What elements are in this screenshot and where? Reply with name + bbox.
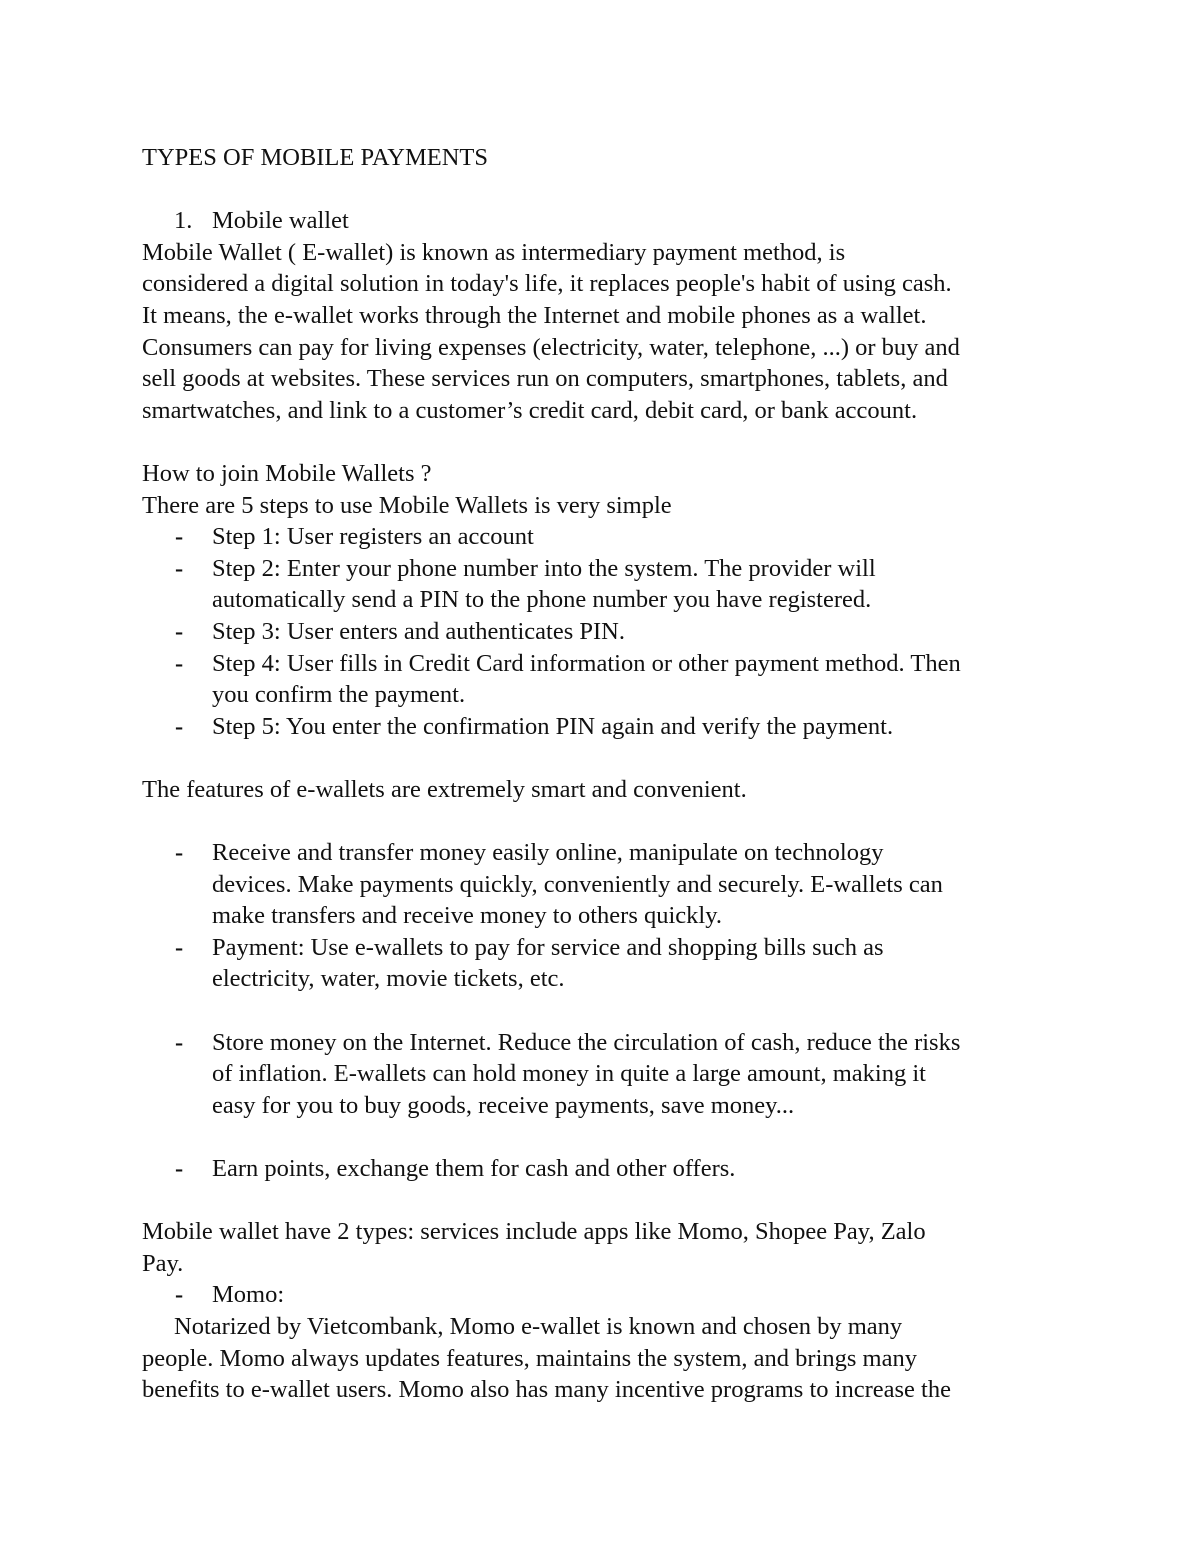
list-item-line: automatically send a PIN to the phone number you have registered. [212, 586, 872, 614]
list-item [142, 711, 1072, 743]
list-item [142, 1153, 1072, 1185]
paragraph-line: people. Momo always updates features, maintains the system, and brings many [142, 1344, 917, 1372]
momo-paragraph [142, 1311, 1072, 1406]
spacer [142, 805, 1072, 837]
paragraph-line: considered a digital solution in today's life, it replaces people's habit of using cash. [142, 270, 952, 298]
join-subheading: There are 5 steps to use Mobile Wallets is very simple [142, 491, 672, 519]
bullet-dash: - [175, 1281, 184, 1309]
document-body [142, 142, 1072, 1406]
spacer [142, 742, 1072, 774]
list-item-line: of inflation. E-wallets can hold money in quite a large amount, making it [212, 1060, 926, 1088]
list-item-line: you confirm the payment. [212, 681, 466, 709]
list-item [142, 616, 1072, 648]
list-item [142, 1027, 1072, 1122]
section-heading-mobile-wallet [142, 205, 1072, 237]
list-item-line: easy for you to buy goods, receive payments, save money... [212, 1091, 795, 1119]
list-item [142, 521, 1072, 553]
spacer [142, 1121, 1072, 1153]
list-item [142, 837, 1072, 932]
list-item [142, 553, 1072, 616]
momo-label: Momo: [212, 1281, 285, 1309]
spacer [142, 174, 1072, 206]
list-item-line: Step 4: User fills in Credit Card information or other payment method. Then [212, 649, 961, 677]
wallet-types-paragraph [142, 1216, 1072, 1279]
features-list [142, 837, 1072, 1185]
bullet-dash: - [175, 554, 184, 582]
bullet-dash: - [175, 649, 184, 677]
paragraph-line: smartwatches, and link to a customer’s credit card, debit card, or bank account. [142, 396, 918, 424]
paragraph-line: Pay. [142, 1249, 184, 1277]
paragraph-line: benefits to e-wallet users. Momo also has many incentive programs to increase the [142, 1376, 951, 1404]
spacer [142, 426, 1072, 458]
list-item-line: devices. Make payments quickly, conveniently and securely. E-wallets can [212, 870, 943, 898]
list-item-line: make transfers and receive money to others quickly. [212, 902, 723, 930]
paragraph-line: sell goods at websites. These services run on computers, smartphones, tablets, and [142, 365, 948, 393]
features-heading: The features of e-wallets are extremely smart and convenient. [142, 775, 747, 803]
bullet-dash: - [175, 1028, 184, 1056]
mobile-wallet-intro-paragraph [142, 237, 1072, 427]
join-heading: How to join Mobile Wallets ? [142, 459, 432, 487]
bullet-dash: - [175, 617, 184, 645]
list-item-line: Step 2: Enter your phone number into the system. The provider will [212, 554, 876, 582]
paragraph-line: Mobile Wallet ( E-wallet) is known as intermediary payment method, is [142, 238, 846, 266]
paragraph-line: Consumers can pay for living expenses (electricity, water, telephone, ...) or buy and [142, 333, 960, 361]
list-item-line: Earn points, exchange them for cash and other offers. [212, 1155, 736, 1182]
bullet-dash: - [175, 933, 184, 961]
bullet-dash: - [175, 839, 184, 867]
bullet-dash: - [175, 523, 184, 551]
list-item-line: electricity, water, movie tickets, etc. [212, 965, 565, 993]
section-heading-text: Mobile wallet [212, 207, 349, 235]
list-item-line: Receive and transfer money easily online, manipulate on technology [212, 839, 884, 867]
paragraph-line: It means, the e-wallet works through the Internet and mobile phones as a wallet. [142, 301, 927, 329]
steps-list [142, 521, 1072, 742]
spacer [142, 995, 1072, 1027]
list-item-line: Step 5: You enter the confirmation PIN again and verify the payment. [212, 712, 894, 740]
list-item-line: Store money on the Internet. Reduce the circulation of cash, reduce the risks [212, 1028, 961, 1056]
list-item [142, 932, 1072, 995]
spacer [142, 1185, 1072, 1217]
list-item-line: Step 3: User enters and authenticates PIN. [212, 617, 625, 645]
paragraph-line: Notarized by Vietcombank, Momo e-wallet is known and chosen by many [174, 1312, 903, 1340]
list-item-line: Step 1: User registers an account [212, 523, 534, 551]
bullet-dash: - [175, 712, 184, 740]
bullet-dash: - [175, 1155, 184, 1182]
list-item-line: Payment: Use e-wallets to pay for service and shopping bills such as [212, 933, 884, 961]
document-title: TYPES OF MOBILE PAYMENTS [142, 144, 489, 171]
list-item-momo [142, 1279, 1072, 1311]
paragraph-line: Mobile wallet have 2 types: services include apps like Momo, Shopee Pay, Zalo [142, 1218, 926, 1246]
list-number: 1. [174, 207, 193, 235]
list-item [142, 648, 1072, 711]
